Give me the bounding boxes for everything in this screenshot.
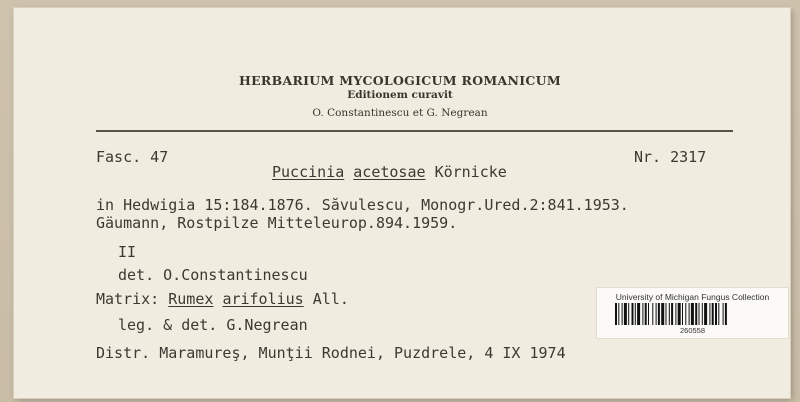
matrix-label: Matrix: xyxy=(96,290,160,308)
fascicle-number: Fasc. 47 xyxy=(96,148,169,166)
barcode-icon xyxy=(615,303,770,325)
host-genus: Rumex xyxy=(168,290,214,308)
citation-line-1: in Hedwigia 15:184.1876. Săvulescu, Monogr.Ured.2:841.1953. xyxy=(96,196,629,214)
collector: leg. & det. G.Negrean xyxy=(118,316,308,334)
herbarium-title: HERBARIUM MYCOLOGICUM ROMANICUM xyxy=(238,73,561,88)
citation-line-2: Gäumann, Rostpilze Mitteleurop.894.1959. xyxy=(96,214,458,232)
header-divider xyxy=(96,130,733,132)
barcode-institution: University of Michigan Fungus Collection xyxy=(615,292,770,302)
herbarium-editors: O. Constantinescu et G. Negrean xyxy=(312,107,488,119)
specimen-number: Nr. 2317 xyxy=(634,148,707,166)
determiner: det. O.Constantinescu xyxy=(118,266,308,284)
taxon-species: acetosae xyxy=(353,163,426,181)
locality: Distr. Maramureş, Munţii Rodnei, Puzdrele, 4 IX 1974 xyxy=(96,344,566,362)
taxon-name xyxy=(272,163,507,181)
host-matrix xyxy=(96,290,349,308)
host-author: All. xyxy=(312,290,349,308)
herbarium-subtitle: Editionem curavit xyxy=(347,89,453,101)
barcode-number: 260558 xyxy=(679,326,706,335)
host-species: arifolius xyxy=(222,290,304,308)
taxon-author: Körnicke xyxy=(434,163,507,181)
taxon-genus: Puccinia xyxy=(272,163,345,181)
spore-stage: II xyxy=(118,243,137,261)
barcode-label xyxy=(597,288,788,338)
